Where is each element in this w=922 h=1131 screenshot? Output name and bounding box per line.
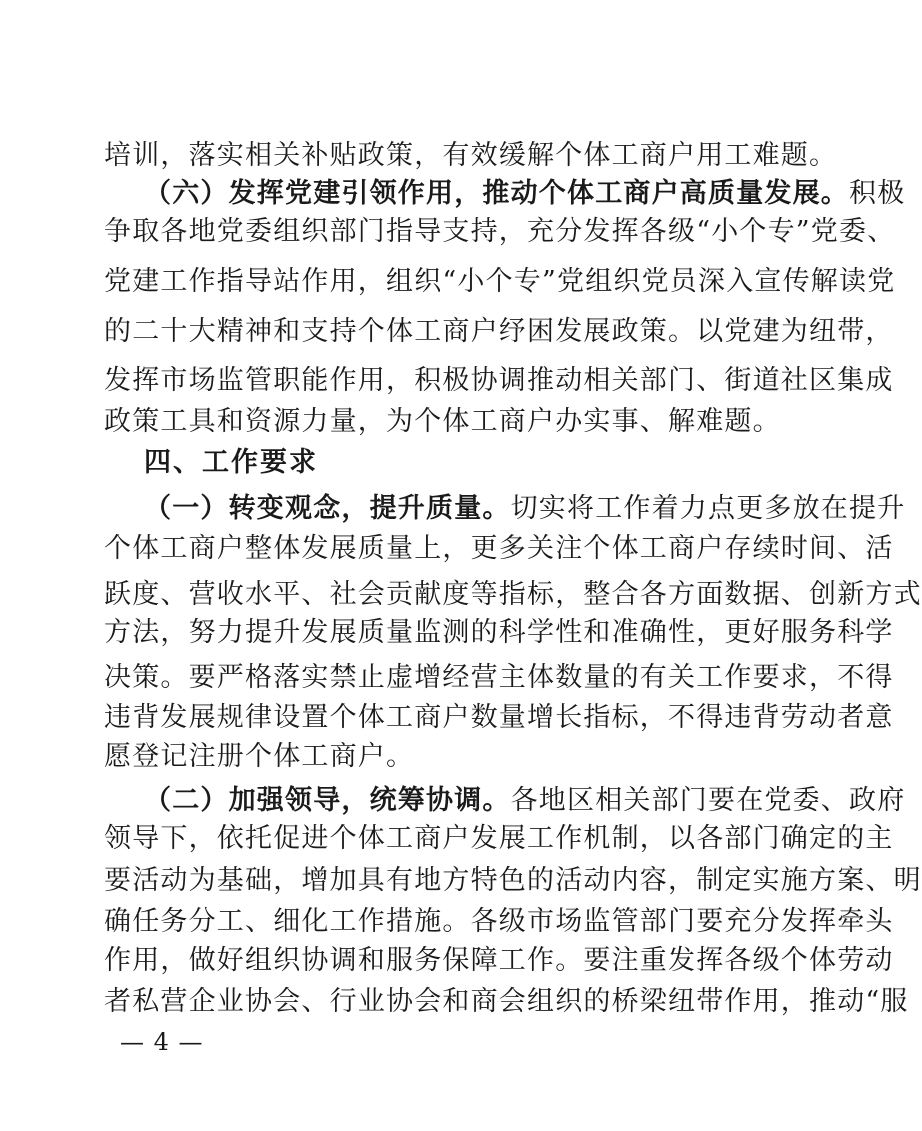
section-heading-1: （一）转变观念，提升质量。: [144, 493, 511, 524]
text-line: [104, 532, 894, 566]
text-line: [104, 740, 696, 774]
text-line: [104, 265, 896, 299]
text-line: [144, 177, 906, 211]
line-text: 违背发展规律设置个体工商户数量增长指标，不得违背劳动者意: [104, 702, 894, 733]
line-text: 切实将工作着力点更多放在提升: [510, 493, 906, 524]
line-text: 各地区相关部门要在党委、政府: [510, 785, 906, 816]
line-text: 培训，落实相关补贴政策，有效缓解个体工商户用工难题。: [104, 140, 838, 171]
text-line: [104, 661, 894, 695]
text-line: [104, 578, 922, 612]
text-line: [104, 139, 838, 173]
text-line: [104, 364, 894, 398]
line-text: 者私营企业协会、行业协会和商会组织的桥梁纽带作用，推动“服: [104, 986, 909, 1017]
page-number: — 4 —: [120, 1028, 204, 1056]
text-line: [104, 405, 781, 439]
line-text: 政策工具和资源力量，为个体工商户办实事、解难题。: [104, 406, 781, 437]
text-line: [104, 315, 894, 349]
line-text: 愿登记注册个体工商户。: [104, 741, 415, 772]
text-line: [104, 985, 909, 1019]
line-text: 跃度、营收水平、社会贡献度等指标，整合各方面数据、创新方式: [104, 579, 922, 610]
line-text: 作用，做好组织协调和服务保障工作。要注重发挥各级个体劳动: [104, 945, 894, 976]
text-line: [104, 701, 894, 735]
line-text: 争取各地党委组织部门指导支持，充分发挥各级“小个专”党委、: [104, 216, 896, 247]
text-line: [104, 215, 896, 249]
text-line: [104, 822, 894, 856]
line-text: 发挥市场监管职能作用，积极协调推动相关部门、街道社区集成: [104, 365, 894, 396]
line-text: 领导下，依托促进个体工商户发展工作机制，以各部门确定的主: [104, 823, 894, 854]
text-line: [144, 784, 906, 818]
section-heading-6: （六）发挥党建引领作用，推动个体工商户高质量发展。: [144, 178, 849, 209]
line-text: 确任务分工、细化工作措施。各级市场监管部门要充分发挥牵头: [104, 906, 894, 937]
section-heading-2: （二）加强领导，统筹协调。: [144, 785, 511, 816]
line-text: 个体工商户整体发展质量上，更多关注个体工商户存续时间、活: [104, 533, 894, 564]
text-line: [104, 944, 894, 978]
line-text: 党建工作指导站作用，组织“小个专”党组织党员深入宣传解读党: [104, 266, 896, 297]
text-line: [104, 905, 894, 939]
line-text: 决策。要严格落实禁止虚增经营主体数量的有关工作要求，不得: [104, 662, 894, 693]
section-title-text: 四、工作要求: [144, 447, 318, 478]
text-line: [144, 492, 906, 526]
text-line: [104, 864, 922, 898]
line-text: 要活动为基础，增加具有地方特色的活动内容，制定实施方案、明: [104, 865, 922, 896]
line-text: 的二十大精神和支持个体工商户纾困发展政策。以党建为纽带，: [104, 316, 894, 347]
text-line: [104, 616, 894, 650]
section-title-work-requirements: [144, 446, 696, 480]
line-text: 积极: [849, 178, 906, 209]
line-text: 方法，努力提升发展质量监测的科学性和准确性，更好服务科学: [104, 617, 894, 648]
